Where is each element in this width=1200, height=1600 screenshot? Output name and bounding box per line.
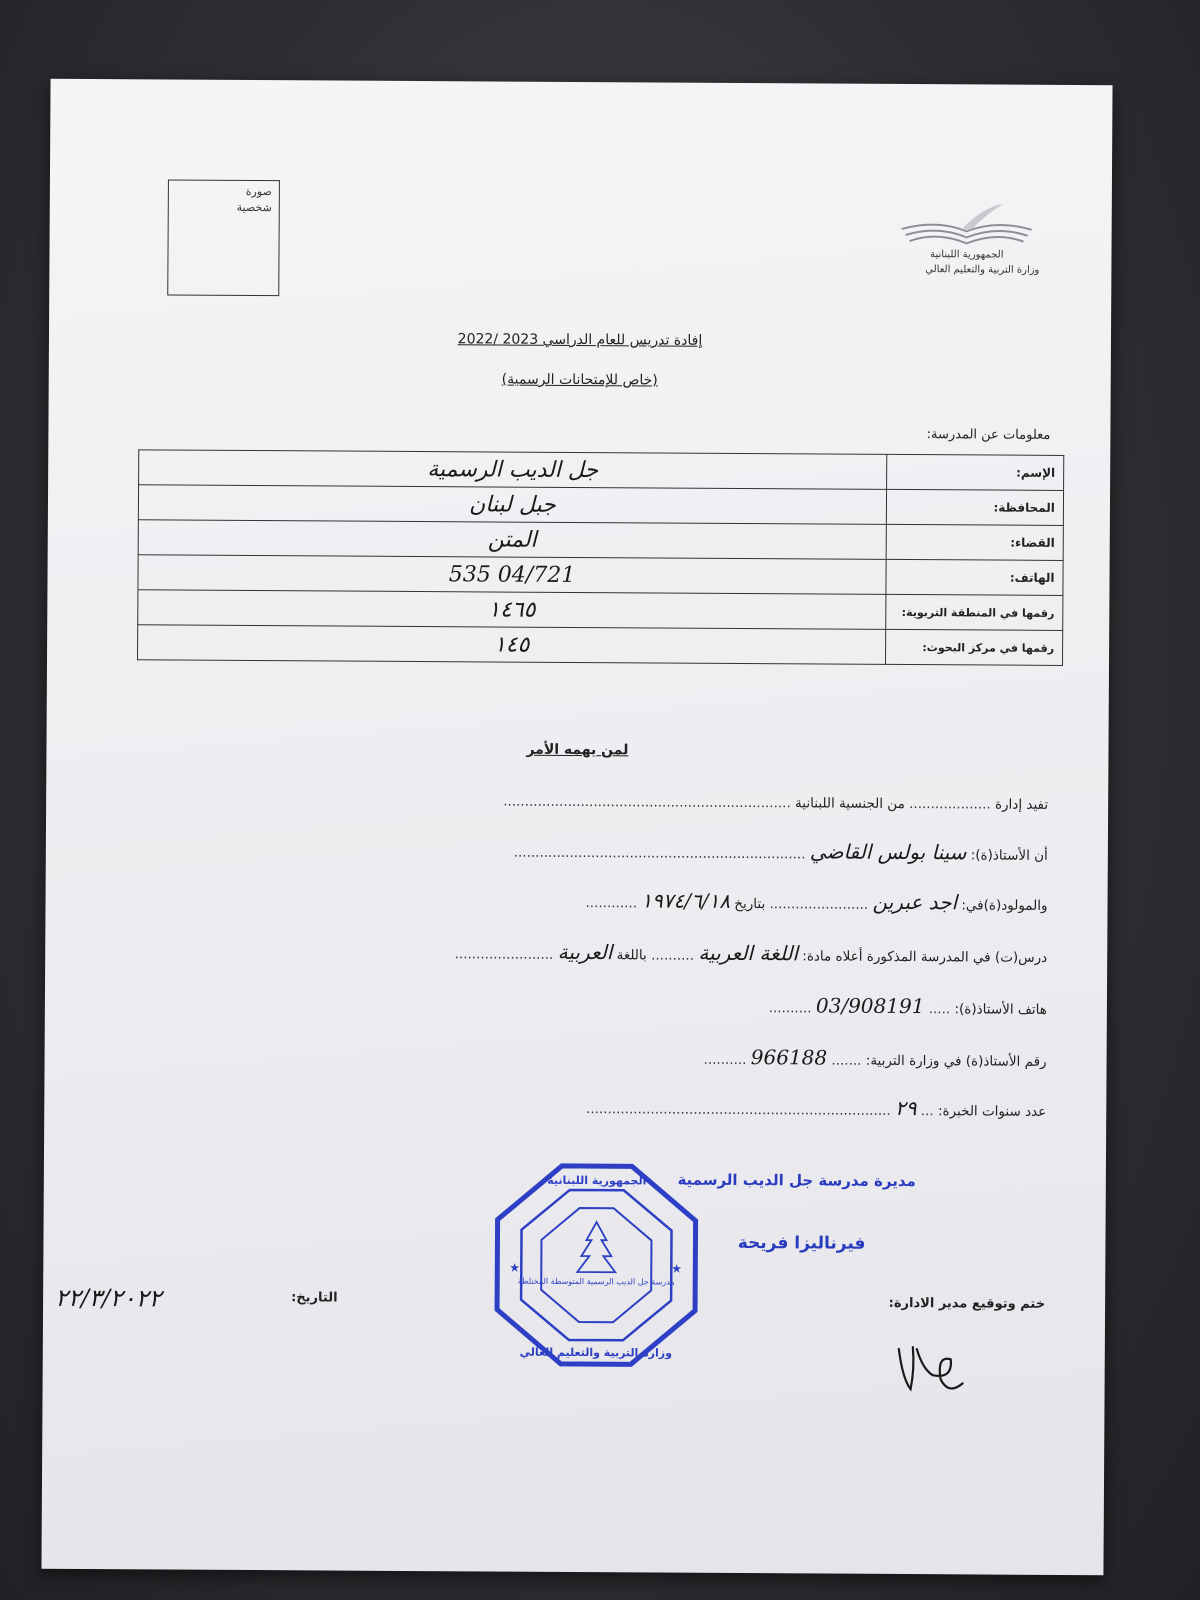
line-label: أن الأستاذ(ة): xyxy=(970,847,1048,864)
teacher-name-value: سينا بولس القاضي xyxy=(809,839,967,865)
row-label: القضاء: xyxy=(886,524,1063,560)
photo-label-line-2: شخصية xyxy=(236,200,272,215)
body-line-7 xyxy=(586,1094,1046,1121)
dots: ....... xyxy=(831,1052,862,1069)
row-label: رقمها في مركز البحوث: xyxy=(885,629,1062,665)
school-info-table xyxy=(137,449,1064,666)
row-value: جل الديب الرسمية xyxy=(139,450,887,490)
teacher-number-value: 966188 xyxy=(750,1045,828,1070)
document-subtitle: (خاص للإمتحانات الرسمية) xyxy=(501,371,658,389)
row-label: المحافظة: xyxy=(886,489,1063,525)
line-label: تفيد إدارة xyxy=(994,796,1049,813)
school-info-label: معلومات عن المدرسة: xyxy=(926,427,1051,443)
row-label: الهاتف: xyxy=(886,559,1063,595)
line-label: بتاريخ xyxy=(734,895,766,913)
experience-years-value: ٢٩ xyxy=(894,1095,917,1121)
date-value: ٢٢/٣/٢٠٢٢ xyxy=(55,1283,162,1313)
body-heading: لمن يهمه الأمر xyxy=(526,741,629,759)
birthplace-value: اجد عبرين xyxy=(872,889,958,915)
document-page xyxy=(41,79,1112,1575)
subject-value: اللغة العربية xyxy=(698,940,799,966)
line-label: باللغة xyxy=(616,947,647,964)
line-label: والمولود(ة)في: xyxy=(961,897,1048,914)
line-label: عدد سنوات الخبرة: xyxy=(937,1103,1047,1120)
dots: .................................................................... xyxy=(513,844,806,863)
body-line-6 xyxy=(704,1045,1047,1071)
photo-label xyxy=(168,183,272,216)
dots: ............ xyxy=(585,895,638,912)
row-value: 04/721 535 xyxy=(138,555,886,595)
table-row xyxy=(138,485,1063,526)
row-value: جبل لبنان xyxy=(138,485,886,525)
line-label: رقم الأستاذ(ة) في وزارة التربية: xyxy=(865,1052,1047,1070)
seal-top-text: الجمهورية اللبنانية xyxy=(547,1173,647,1188)
handwritten-signature-icon xyxy=(893,1339,973,1399)
body-line-1 xyxy=(503,794,1048,813)
body-line-5 xyxy=(769,993,1047,1019)
table-row xyxy=(138,590,1063,631)
seal-star-icon: ★ xyxy=(671,1261,683,1276)
body-line-3 xyxy=(585,888,1047,915)
dots: .......... xyxy=(651,947,695,964)
seal-inner-text: مدرسة جل الديب الرسمية المتوسطة المختلطة xyxy=(517,1276,675,1287)
body-line-4 xyxy=(455,939,1048,967)
dots: ................... xyxy=(909,796,991,813)
table-row xyxy=(138,520,1063,561)
document-title: إفادة تدريس للعام الدراسي 2023 /2022 xyxy=(457,331,703,349)
photo-label-line-1: صورة xyxy=(245,184,272,199)
dots: .......... xyxy=(703,1051,747,1069)
dots: ....................... xyxy=(454,946,554,963)
logo-line-1: الجمهورية اللبنانية xyxy=(930,249,1004,261)
table-row xyxy=(138,625,1063,666)
table-row xyxy=(138,555,1063,596)
dots: .......... xyxy=(768,1000,812,1017)
row-value: ١٤٦٥ xyxy=(138,590,886,630)
official-seal-icon xyxy=(491,1159,702,1370)
line-label: من الجنسية اللبنانية xyxy=(795,795,905,813)
date-label: التاريخ: xyxy=(291,1290,338,1306)
line-label: هاتف الأستاذ(ة): xyxy=(954,1001,1047,1018)
dots: ....................................................................... xyxy=(586,1101,891,1119)
director-name: فيرناليزا فريحة xyxy=(737,1232,866,1254)
row-value: المتن xyxy=(138,520,886,560)
dots: ....................... xyxy=(769,896,869,913)
teacher-phone-value: 03/908191 xyxy=(815,993,925,1019)
body-line-2 xyxy=(514,838,1048,865)
seal-star-icon: ★ xyxy=(509,1260,521,1275)
logo-line-2: وزارة التربية والتعليم العالي xyxy=(925,264,1040,276)
birthdate-value: ١٩٧٤/٦/١٨ xyxy=(641,888,731,913)
row-label: رقمها في المنطقة التربوية: xyxy=(886,594,1063,630)
director-title: مديرة مدرسة جل الديب الرسمية xyxy=(677,1170,916,1191)
line-label: درس(ت) في المدرسة المذكورة أعلاه مادة: xyxy=(802,948,1048,966)
dots: ................................................................... xyxy=(503,793,791,812)
row-value: ١٤٥ xyxy=(138,625,886,665)
row-label: الإسم: xyxy=(887,454,1064,490)
dots: ..... xyxy=(928,1001,951,1018)
seal-bottom-text: وزارة التربية والتعليم العالي xyxy=(519,1345,672,1360)
language-value: العربية xyxy=(557,939,613,965)
dots: ... xyxy=(920,1103,934,1120)
signature-label: ختم وتوقيع مدير الادارة: xyxy=(888,1295,1046,1312)
table-row xyxy=(139,450,1064,491)
